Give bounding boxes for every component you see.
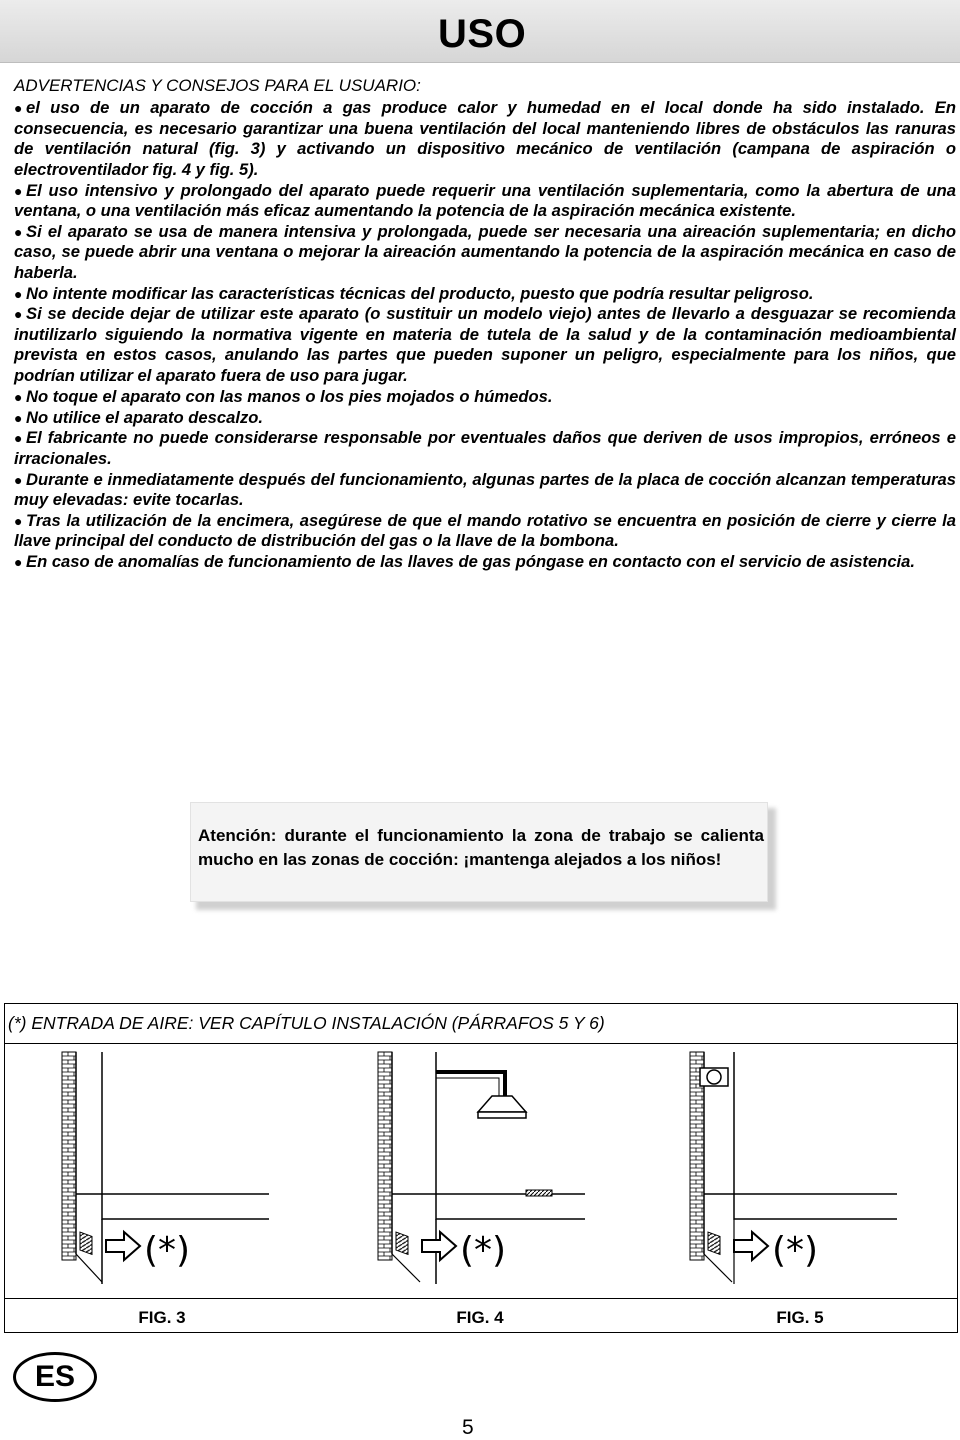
figure-5-illustration (642, 1044, 942, 1298)
bullet-icon: ● (14, 513, 23, 530)
bullet-icon: ● (14, 471, 23, 488)
extractor-hood (478, 1096, 526, 1112)
hob (526, 1190, 552, 1196)
air-inlet-marker: (*) (772, 1230, 819, 1271)
air-vent-grille (708, 1232, 720, 1254)
bullet-icon: ● (14, 554, 23, 571)
list-item: ● El uso intensivo y prolongado del aparato puede requerir una ventilación suplementaria, como la abertura de una ventana, o una ventilación más eficaz aumentando la potencia de la aspiración mecánica existente. (14, 180, 956, 220)
brick-wall (62, 1052, 76, 1260)
language-badge: ES (13, 1352, 97, 1402)
bullet-icon: ● (14, 306, 23, 323)
air-flow-arrow-icon (106, 1232, 140, 1260)
figure-3-label: FIG. 3 (138, 1308, 186, 1327)
list-item: ● No intente modificar las características técnicas del producto, puesto que podría resultar peligroso. (14, 283, 814, 303)
brick-wall (378, 1052, 392, 1260)
air-flow-arrow-icon (734, 1232, 768, 1260)
bullet-icon: ● (14, 388, 23, 405)
list-item: ● No utilice el aparato descalzo. (14, 407, 263, 427)
section-heading: ADVERTENCIAS Y CONSEJOS PARA EL USUARIO: (14, 76, 421, 95)
list-item: ● Tras la utilización de la encimera, asegúrese de que el mando rotativo se encuentra en posición de cierre y cierre la llave principal del conducto de distribución del gas o la llave de la bombona. (14, 511, 956, 551)
bullet-icon: ● (14, 409, 23, 426)
figure-5-label: FIG. 5 (776, 1308, 824, 1327)
bullet-icon: ● (14, 285, 23, 302)
figures-divider-caption (4, 1298, 958, 1299)
figure-3-illustration (14, 1044, 314, 1298)
list-item: ● El fabricante no puede considerarse responsable por eventuales daños que deriven de usos impropios, erróneos e irracionales. (14, 428, 956, 468)
air-inlet-marker: (*) (460, 1230, 507, 1271)
air-flow-arrow-icon (422, 1232, 456, 1260)
figure-4-label: FIG. 4 (456, 1308, 504, 1327)
figures-heading: (*) ENTRADA DE AIRE: VER CAPÍTULO INSTALACIÓN (PÁRRAFOS 5 Y 6) (8, 1013, 605, 1033)
figure-4-illustration (330, 1044, 630, 1298)
list-item: ● No toque el aparato con las manos o los pies mojados o húmedos. (14, 386, 553, 406)
warning-text: Atención: durante el funcionamiento la zona de trabajo se calienta mucho en las zonas de cocción: ¡mantenga alejados a los niños! (198, 826, 764, 869)
bullet-icon: ● (14, 430, 23, 447)
bullet-icon: ● (14, 182, 23, 199)
air-vent-grille (396, 1232, 408, 1254)
bullet-icon: ● (14, 223, 23, 240)
air-inlet-marker: (*) (144, 1230, 191, 1271)
air-vent-grille (80, 1232, 92, 1254)
list-item: ● En caso de anomalías de funcionamiento de las llaves de gas póngase en contacto con el servicio de asistencia. (14, 552, 915, 572)
list-item: ● Si se decide dejar de utilizar este aparato (o sustituir un modelo viejo) antes de llevarlo a desguazar se recomienda inutilizarlo siguiendo la normativa vigente en materia de tutela de la salud y de la contaminación medioambiental prevista en estos casos, anulando las partes que pueden suponer un peligro, especialmente para los niños, que podrían utilizar el aparato fuera de uso para jugar. (14, 304, 956, 385)
warnings-section (14, 76, 956, 573)
list-item: ● Si el aparato se usa de manera intensiva y prolongada, puede ser necesaria una aireación suplementaria; en dicho caso, se puede abrir una ventana o mejorar la aireación aumentando la potencia de la aspiración mecánica en caso de haberla. (14, 221, 956, 282)
page-number: 5 (462, 1416, 474, 1439)
page-title: USO (438, 12, 527, 56)
bullet-icon: ● (14, 100, 23, 117)
list-item: ● el uso de un aparato de cocción a gas produce calor y humedad en el local donde ha sido instalado. En consecuencia, es necesario garantizar una buena ventilación del local manteniendo libres de obstáculos las ranuras de ventilación natural (fig. 3) y activando un dispositivo mecánico de ventilación (campana de aspiración o electroventilador fig. 4 y fig. 5). (14, 98, 956, 179)
list-item: ● Durante e inmediatamente después del funcionamiento, algunas partes de la placa de cocción alcanzan temperaturas muy elevadas: evite tocarlas. (14, 469, 956, 510)
